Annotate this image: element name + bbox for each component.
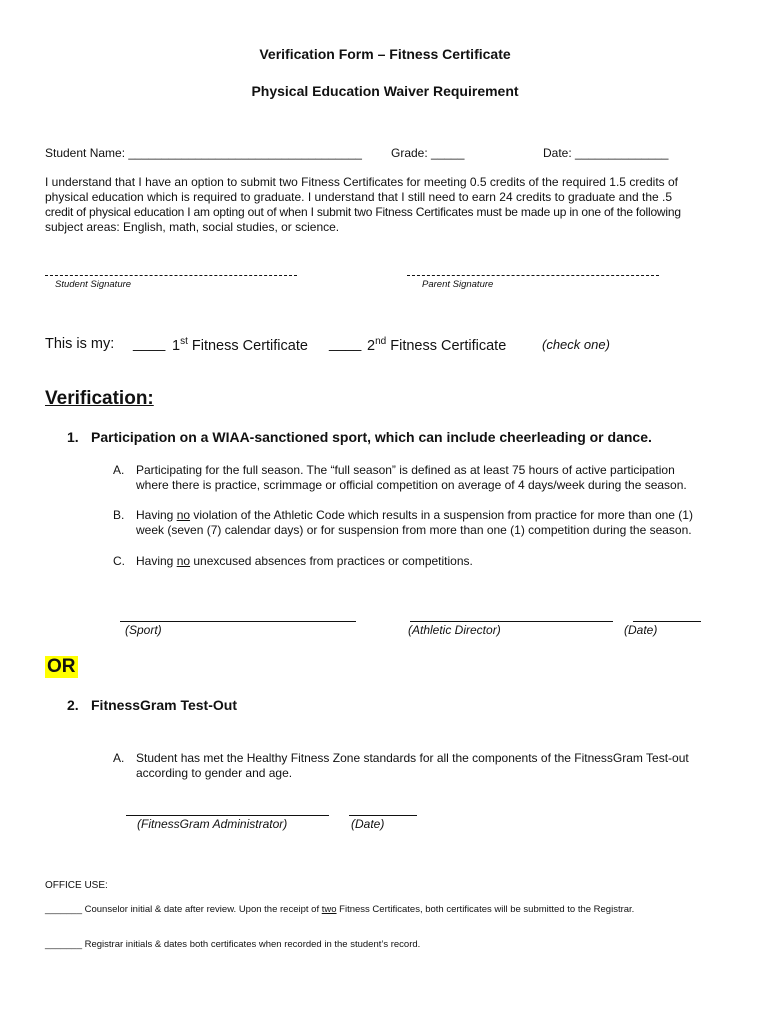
first-sup: st	[180, 336, 188, 347]
item1a-label: A.	[113, 463, 125, 477]
grade-field[interactable]: Grade: _____	[391, 146, 465, 160]
parent-signature-label: Parent Signature	[422, 279, 494, 290]
item1b-text	[136, 508, 693, 538]
item1-date-line[interactable]	[633, 621, 701, 622]
item1c-pre: Having	[136, 554, 177, 568]
item2-date-label: (Date)	[351, 817, 385, 831]
item1c-underlined: no	[176, 554, 191, 568]
date-field[interactable]: Date: ______________	[543, 146, 669, 160]
student-signature-line[interactable]	[45, 275, 297, 276]
item1-date-label: (Date)	[624, 623, 658, 637]
item1c-text	[136, 554, 473, 568]
second-sup: nd	[375, 336, 387, 347]
first-certificate-option	[172, 336, 308, 354]
item1b-label: B.	[113, 508, 125, 522]
fitnessgram-admin-label: (FitnessGram Administrator)	[137, 817, 288, 831]
fitnessgram-admin-signature-line[interactable]	[126, 815, 329, 816]
counselor-pre: Counselor initial & date after review. Upon the receipt of	[81, 904, 322, 915]
counselor-underlined: two	[321, 904, 337, 915]
first-num: 1	[172, 337, 181, 354]
item1c-post: unexcused absences from practices or competitions.	[190, 554, 473, 568]
registrar-line	[45, 939, 420, 950]
student-name-field[interactable]: Student Name: ___________________________________	[45, 146, 362, 160]
item1b-line: week (seven (7) calendar days) or for suspension from more than one (1) competition during the season.	[136, 523, 692, 537]
parent-signature-line[interactable]	[407, 275, 659, 276]
item1a-text	[136, 463, 687, 493]
item2a-label: A.	[113, 751, 125, 765]
item2a-line: according to gender and age.	[136, 766, 293, 780]
or-label: OR	[47, 656, 76, 677]
intro-line: subject areas: English, math, social studies, or science.	[45, 220, 340, 234]
athletic-director-signature-line[interactable]	[410, 621, 613, 622]
item1c-label: C.	[113, 554, 125, 568]
intro-line: I understand that I have an option to submit two Fitness Certificates for meeting 0.5 credits of the required 1.5 credits of	[45, 175, 678, 189]
item2-date-line[interactable]	[349, 815, 417, 816]
counselor-line	[45, 904, 634, 915]
item1b-underlined: no	[176, 508, 191, 522]
intro-line: physical education which is required to graduate. I understand that I still need to earn 24 credits to graduate and the .5	[45, 190, 673, 204]
sport-signature-line[interactable]	[120, 621, 356, 622]
item2a-line: Student has met the Healthy Fitness Zone standards for all the components of the FitnessGram Test-out	[136, 751, 689, 765]
this-is-my-label: This is my:	[45, 336, 115, 352]
student-signature-label: Student Signature	[55, 279, 132, 290]
office-use-label: OFFICE USE:	[45, 880, 108, 891]
second-certificate-checkbox[interactable]: ____	[329, 336, 362, 352]
item2-title: FitnessGram Test-Out	[91, 697, 237, 713]
intro-line: credit of physical education I am opting out of when I submit two Fitness Certificates must be made up in one of the following	[45, 205, 681, 219]
sport-label: (Sport)	[125, 623, 162, 637]
check-one-note: (check one)	[542, 337, 610, 352]
counselor-initial-blank[interactable]: _______	[45, 904, 82, 915]
registrar-text: Registrar initials & dates both certificates when recorded in the student’s record.	[81, 939, 421, 950]
item1-number: 1.	[67, 429, 79, 445]
verification-heading: Verification:	[45, 388, 154, 409]
item2a-text	[136, 751, 689, 781]
item1b-post: violation of the Athletic Code which results in a suspension from practice for more than one (1)	[190, 508, 693, 522]
athletic-director-label: (Athletic Director)	[408, 623, 501, 637]
item1-title: Participation on a WIAA-sanctioned sport, which can include cheerleading or dance.	[91, 429, 652, 445]
second-certificate-option	[367, 336, 506, 354]
form-subtitle: Physical Education Waiver Requirement	[251, 83, 519, 99]
first-certificate-checkbox[interactable]: ____	[133, 336, 166, 352]
counselor-post: Fitness Certificates, both certificates will be submitted to the Registrar.	[336, 904, 635, 915]
form-title: Verification Form – Fitness Certificate	[259, 46, 511, 62]
item1b-pre: Having	[136, 508, 177, 522]
second-text: Fitness Certificate	[390, 337, 507, 354]
registrar-initial-blank[interactable]: _______	[45, 939, 82, 950]
item1a-line: where there is practice, scrimmage or official competition on average of 4 days/week during the season.	[136, 478, 687, 492]
first-text: Fitness Certificate	[191, 337, 308, 354]
item1a-line: Participating for the full season. The “full season” is defined as at least 75 hours of active participation	[136, 463, 675, 477]
item2-number: 2.	[67, 697, 79, 713]
second-num: 2	[367, 337, 376, 354]
intro-paragraph	[45, 175, 727, 235]
